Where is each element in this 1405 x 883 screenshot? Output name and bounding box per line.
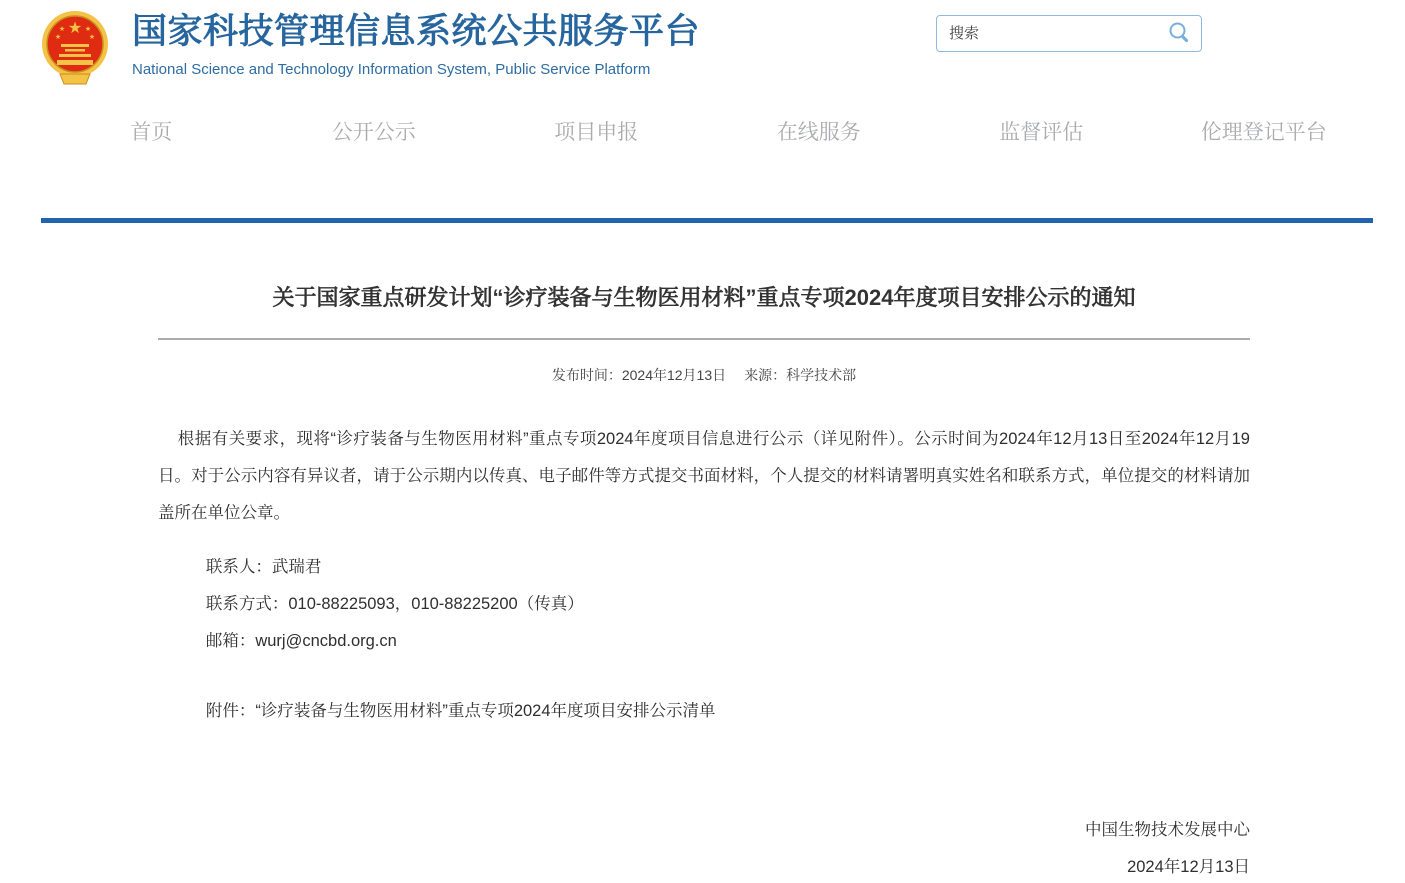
svg-text:★: ★: [67, 20, 83, 37]
article-source: 来源：科学技术部: [744, 367, 857, 383]
article-meta: [158, 365, 1250, 385]
contact-email-line: 邮箱：wurj@cncbd.org.cn: [205, 631, 397, 650]
svg-text:★: ★: [54, 34, 62, 41]
nav-item-supervision-evaluation[interactable]: 监督评估: [999, 121, 1084, 144]
header-divider: [41, 218, 1373, 223]
signature-block: [158, 812, 1250, 883]
notice-body-paragraph: 根据有关要求，现将“诊疗装备与生物医用材料”重点专项2024年度项目信息进行公示（详见附件）。公示时间为2024年12月13日至2024年12月19日。对于公示内容有异议者，请于公示期内以传真、电子邮件等方式提交书面材料，个人提交的材料请署明真实姓名和联系方式，单位提交的材料请加盖所在单位公章。: [158, 430, 1250, 522]
svg-text:★: ★: [84, 26, 92, 33]
national-emblem-icon: [40, 8, 110, 93]
site-subtitle: National Science and Technology Information System, Public Service Platform: [132, 61, 651, 79]
main-nav: [40, 118, 1375, 148]
site-brand-link[interactable]: [40, 8, 700, 93]
nav-item-public-announcements[interactable]: 公开公示: [331, 121, 416, 144]
site-header: [0, 0, 1405, 110]
nav-item-home[interactable]: 首页: [130, 121, 173, 144]
page-title: 关于国家重点研发计划“诊疗装备与生物医用材料”重点专项2024年度项目安排公示的通知: [272, 285, 1136, 310]
site-title: 国家科技管理信息系统公共服务平台: [132, 12, 701, 51]
nav-item-online-services[interactable]: 在线服务: [776, 121, 861, 144]
publish-date: 发布时间：2024年12月13日: [551, 367, 727, 383]
nav-item-project-application[interactable]: 项目申报: [554, 121, 639, 144]
signature-org: 中国生物技术发展中心: [1085, 820, 1250, 839]
contact-phone-line: 联系方式：010-88225093，010-88225200（传真）: [205, 594, 584, 613]
signature-date: 2024年12月13日: [1127, 857, 1250, 876]
contact-person-line: 联系人：武瑞君: [205, 557, 322, 576]
brand-text: [132, 8, 700, 78]
notice-article: [158, 283, 1250, 883]
search-icon: [1167, 20, 1191, 47]
nav-item-ethics-registration-platform[interactable]: 伦理登记平台: [1200, 121, 1327, 144]
search-box: [936, 15, 1202, 52]
search-button[interactable]: [1157, 16, 1201, 51]
search-input[interactable]: [937, 25, 1157, 42]
svg-text:★: ★: [58, 26, 66, 33]
title-divider: [158, 338, 1250, 340]
attachment-link[interactable]: 附件：“诊疗装备与生物医用材料”重点专项2024年度项目安排公示清单: [205, 701, 716, 720]
svg-text:★: ★: [88, 34, 96, 41]
